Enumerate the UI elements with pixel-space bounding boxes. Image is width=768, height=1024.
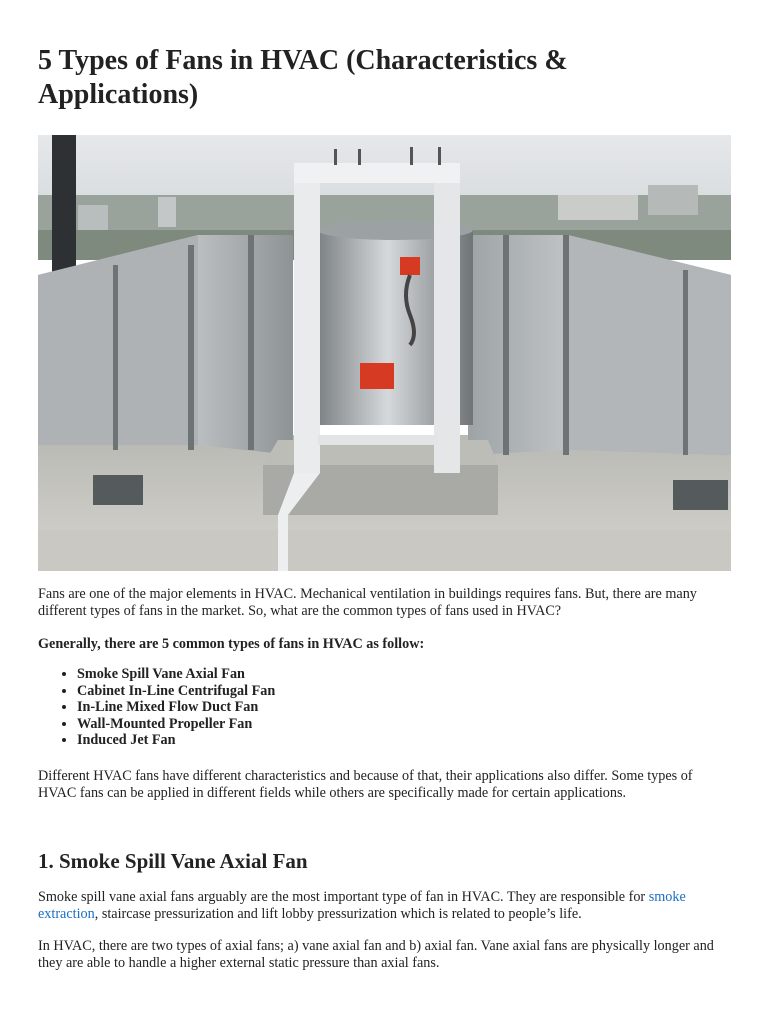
smoke-spill-paragraph bbox=[38, 889, 728, 922]
differences-paragraph: Different HVAC fans have different characteristics and because of that, their applications also differ. Some types of HVAC fans can be applied in different fields while others are specifically made for certain applications. bbox=[38, 768, 693, 801]
page-title: 5 Types of Fans in HVAC (Characteristics & Applications) bbox=[38, 45, 568, 110]
smoke-spill-text-start: Smoke spill vane axial fans arguably are the most important type of fan in HVAC. They are responsible for bbox=[38, 889, 649, 905]
list-item: • Induced Jet Fan bbox=[77, 732, 275, 749]
smoke-spill-text-end: , staircase pressurization and lift lobby pressurization which is related to people’s life. bbox=[94, 905, 582, 922]
list-item: • Wall-Mounted Propeller Fan bbox=[77, 716, 275, 733]
list-item: • Smoke Spill Vane Axial Fan bbox=[77, 666, 275, 683]
fan-types-lead: Generally, there are 5 common types of fans in HVAC as follow: bbox=[38, 636, 425, 652]
section-heading-smoke-spill: 1. Smoke Spill Vane Axial Fan bbox=[38, 849, 308, 873]
list-item: • Cabinet In-Line Centrifugal Fan bbox=[77, 683, 275, 700]
fan-types-list bbox=[38, 666, 275, 749]
hero-photo-rooftop-axial-fan bbox=[38, 135, 731, 571]
axial-fan-types-paragraph: In HVAC, there are two types of axial fans; a) vane axial fan and b) axial fan. Vane axial fans are physically longer and they are able to handle a higher external static pressure than axial fans. bbox=[38, 938, 714, 971]
smoke-extraction-link[interactable]: smoke extraction bbox=[38, 889, 686, 922]
intro-paragraph: Fans are one of the major elements in HVAC. Mechanical ventilation in buildings requires fans. But, there are many different types of fans in the market. So, what are the common types of fans used in HVAC? bbox=[38, 586, 697, 619]
list-item: • In-Line Mixed Flow Duct Fan bbox=[77, 699, 275, 716]
